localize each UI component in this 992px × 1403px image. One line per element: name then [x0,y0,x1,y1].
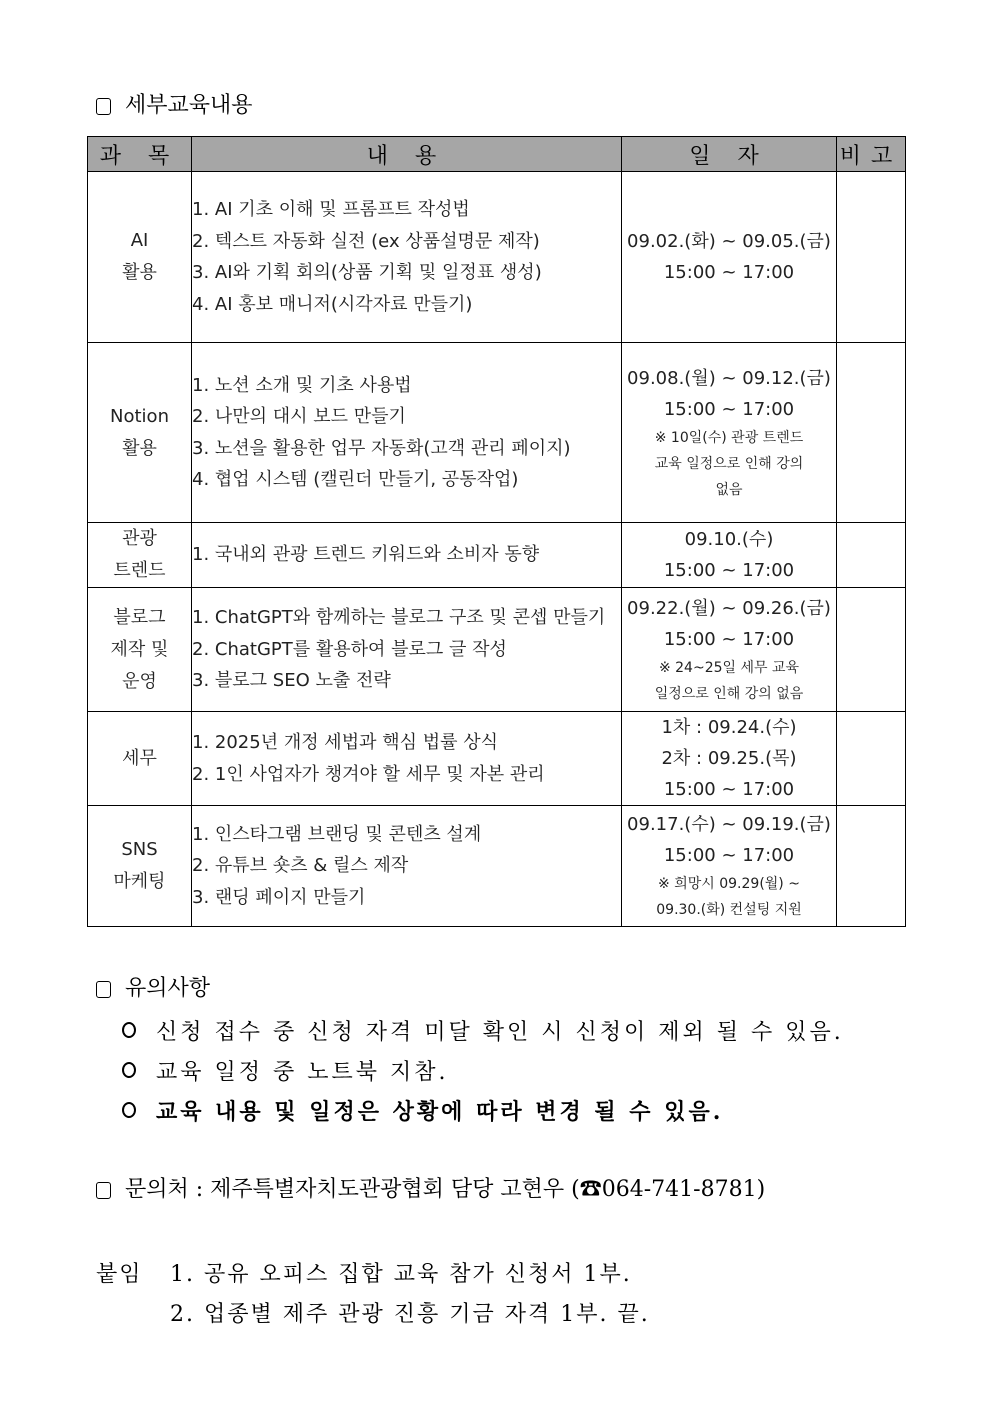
subject-cell: 관광 트렌드 [88,523,192,588]
subject-cell: AI 활용 [88,172,192,343]
content-cell: 1. 노션 소개 및 기초 사용법 2. 나만의 대시 보드 만들기 3. 노션을 활용한 업무 자동화(고객 관리 페이지) 4. 협업 시스템 (캘린더 만들기, 공동작업) [192,343,622,523]
header-date: 일 자 [622,137,837,172]
remark-cell [837,806,906,927]
attachment-row [96,1252,650,1292]
header-subject: 과 목 [88,137,192,172]
schedule-table [87,136,906,927]
remark-cell [837,523,906,588]
remark-cell [837,588,906,712]
detail-section-heading [96,92,253,120]
table-header-row [88,137,906,172]
table-row [88,806,906,927]
notice-section-title: 유의사항 [125,976,211,1001]
header-remark: 비고 [837,137,906,172]
table-row [88,523,906,588]
date-cell: 09.22.(월) ~ 09.26.(금) 15:00 ~ 17:00 ※ 24~25일 세무 교육 일정으로 인해 강의 없음 [622,588,837,712]
content-cell: 1. ChatGPT와 함께하는 블로그 구조 및 콘셉 만들기 2. ChatGPT를 활용하여 블로그 글 작성 3. 블로그 SEO 노출 전략 [192,588,622,712]
checkbox-icon [96,1182,111,1199]
contact-section [96,1176,765,1204]
circle-bullet-icon [122,1062,136,1078]
table-row [88,172,906,343]
attachments [96,1252,650,1332]
checkbox-icon [96,98,111,115]
notice-list [122,1010,844,1130]
content-cell: 1. 2025년 개정 세법과 핵심 법률 상식 2. 1인 사업자가 챙겨야 할 세무 및 자본 관리 [192,712,622,806]
subject-cell: SNS 마케팅 [88,806,192,927]
attachment-row [96,1292,650,1332]
notice-item: 교육 내용 및 일정은 상황에 따라 변경 될 수 있음. [122,1090,844,1130]
subject-cell: 세무 [88,712,192,806]
attachment-item: 2. 업종별 제주 관광 진흥 기금 자격 1부. 끝. [170,1301,650,1327]
circle-bullet-icon [122,1102,136,1118]
subject-cell: Notion 활용 [88,343,192,523]
table-row [88,343,906,523]
circle-bullet-icon [122,1022,136,1038]
remark-cell [837,172,906,343]
detail-section-title: 세부교육내용 [125,93,253,118]
attachment-label: 붙임 [96,1261,143,1287]
subject-cell: 블로그 제작 및 운영 [88,588,192,712]
content-cell: 1. AI 기초 이해 및 프롬프트 작성법 2. 텍스트 자동화 실전 (ex 상품설명문 제작) 3. AI와 기획 회의(상품 기획 및 일정표 생성) 4. AI 홍보 매니저(시각자료 만들기) [192,172,622,343]
contact-text: 문의처 : 제주특별자치도관광협회 담당 고현우 (☎064-741-8781) [125,1177,766,1202]
date-cell: 1차 : 09.24.(수) 2차 : 09.25.(목) 15:00 ~ 17:00 [622,712,837,806]
date-cell: 09.08.(월) ~ 09.12.(금) 15:00 ~ 17:00 ※ 10일(수) 관광 트렌드 교육 일정으로 인해 강의 없음 [622,343,837,523]
attachment-item: 1. 공유 오피스 집합 교육 참가 신청서 1부. [170,1261,632,1287]
notice-item: 교육 일정 중 노트북 지참. [122,1050,844,1090]
notice-item: 신청 접수 중 신청 자격 미달 확인 시 신청이 제외 될 수 있음. [122,1010,844,1050]
content-cell: 1. 국내외 관광 트렌드 키워드와 소비자 동향 [192,523,622,588]
notice-section-heading [96,975,210,1003]
remark-cell [837,712,906,806]
table-row [88,588,906,712]
date-cell: 09.10.(수) 15:00 ~ 17:00 [622,523,837,588]
date-cell: 09.02.(화) ~ 09.05.(금) 15:00 ~ 17:00 [622,172,837,343]
date-cell: 09.17.(수) ~ 09.19.(금) 15:00 ~ 17:00 ※ 희망시 09.29(월) ~ 09.30.(화) 컨설팅 지원 [622,806,837,927]
header-content: 내 용 [192,137,622,172]
content-cell: 1. 인스타그램 브랜딩 및 콘텐츠 설계 2. 유튜브 숏츠 & 릴스 제작 3. 랜딩 페이지 만들기 [192,806,622,927]
checkbox-icon [96,981,111,998]
table-row [88,712,906,806]
remark-cell [837,343,906,523]
